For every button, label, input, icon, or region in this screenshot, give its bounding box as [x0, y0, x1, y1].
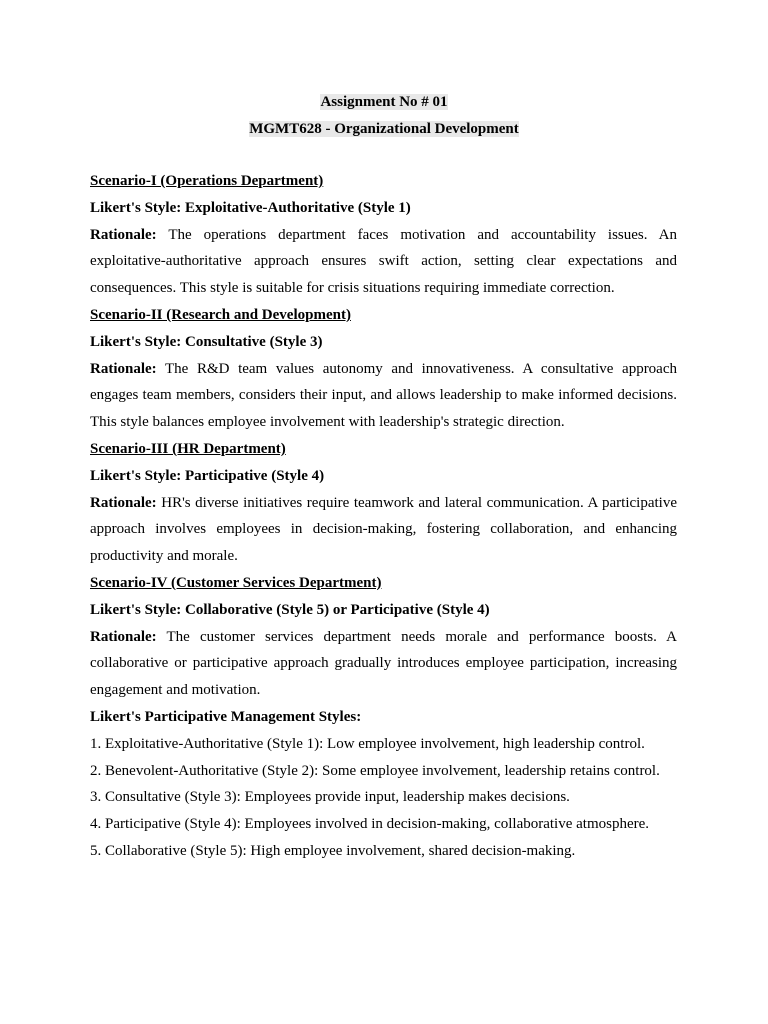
scenario-4-rationale — [90, 624, 677, 704]
style-list-item: 5. Collaborative (Style 5): High employee involvement, shared decision-making. — [90, 842, 576, 859]
styles-heading: Likert's Participative Management Styles: — [90, 708, 362, 725]
scenario-3-rationale — [90, 490, 677, 570]
rationale-text: The customer services department needs morale and performance boosts. A collaborative or participative approach gradually introduces employee participation, increasing engagement and motivation. — [90, 628, 677, 699]
rationale-text: The R&D team values autonomy and innovativeness. A consultative approach engages team members, considers their input, and allows leadership to make informed decisions. This style balances employee involvement with leadership's strategic direction. — [90, 360, 677, 431]
document-body — [90, 168, 677, 865]
scenario-3-heading: Scenario-III (HR Department) — [90, 440, 286, 457]
style-list-item: 1. Exploitative-Authoritative (Style 1): Low employee involvement, high leadership control. — [90, 735, 645, 752]
rationale-label: Rationale: — [90, 360, 157, 377]
scenario-2-heading: Scenario-II (Research and Development) — [90, 306, 351, 323]
scenario-1-rationale — [90, 222, 677, 302]
rationale-label: Rationale: — [90, 226, 157, 243]
scenario-2-style: Likert's Style: Consultative (Style 3) — [90, 333, 323, 350]
rationale-label: Rationale: — [90, 494, 157, 511]
scenario-3-style: Likert's Style: Participative (Style 4) — [90, 467, 325, 484]
rationale-label: Rationale: — [90, 628, 157, 645]
rationale-text: HR's diverse initiatives require teamwork and lateral communication. A participative approach involves employees in decision-making, fostering collaboration, and enhancing productivity and morale. — [90, 494, 677, 565]
style-list-item: 2. Benevolent-Authoritative (Style 2): Some employee involvement, leadership retains control. — [90, 762, 660, 779]
document-header — [0, 89, 768, 142]
rationale-text: The operations department faces motivation and accountability issues. An exploitative-authoritative approach ensures swift action, setting clear expectations and consequences. This style is suitable for crisis situations requiring immediate correction. — [90, 226, 677, 297]
style-list-item: 4. Participative (Style 4): Employees involved in decision-making, collaborative atmosphere. — [90, 816, 650, 833]
assignment-title: Assignment No # 01 — [320, 94, 448, 110]
scenario-1-heading: Scenario-I (Operations Department) — [90, 173, 324, 189]
course-title-line — [0, 116, 768, 143]
assignment-title-line — [0, 89, 768, 116]
course-title: MGMT628 - Organizational Development — [249, 120, 519, 137]
scenario-4-style: Likert's Style: Collaborative (Style 5) or Participative (Style 4) — [90, 601, 490, 618]
scenario-2-rationale — [90, 356, 677, 436]
style-list-item: 3. Consultative (Style 3): Employees provide input, leadership makes decisions. — [90, 789, 570, 806]
scenario-4-heading: Scenario-IV (Customer Services Department) — [90, 574, 382, 591]
scenario-1-style: Likert's Style: Exploitative-Authoritative (Style 1) — [90, 199, 411, 216]
